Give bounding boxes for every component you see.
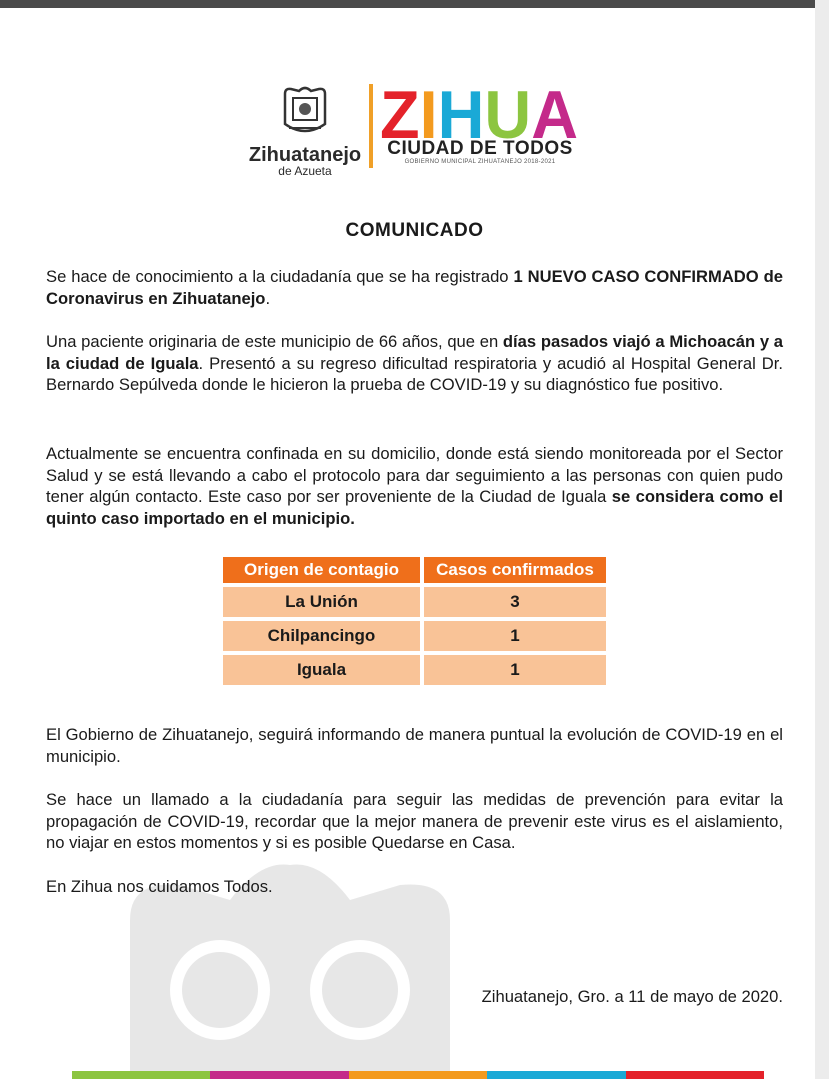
- table-row: [223, 621, 606, 651]
- origin-cell: Iguala: [223, 655, 420, 685]
- column-header: Origen de contagio: [223, 557, 420, 583]
- footer-stripe-segment: [626, 1071, 764, 1079]
- municipality-logo: [240, 84, 370, 177]
- brand-letter: H: [437, 80, 487, 142]
- text-run: .: [265, 288, 271, 308]
- table-row: [223, 587, 606, 617]
- paragraph-5: Se hace un llamado a la ciudadanía para seguir las medidas de prevención para evitar la propagación de COVID-19, recordar que la mejor manera de prevenir este virus es el aislamiento, no viajar en estos momentos y si es posible Quedarse en Casa.: [46, 790, 783, 852]
- right-edge-margin: [815, 0, 829, 1079]
- text-run: Actualmente se encuentra confinada en su domicilio, donde está siendo monitoreada por el Sector Salud y se está llevando a cabo el protocolo para dar seguimiento a las personas con quien pudo tener algún contacto. Este caso por ser proveniente de la Ciudad de Iguala: [46, 444, 783, 506]
- brand-letter: Z: [380, 80, 422, 142]
- closing-line: En Zihua nos cuidamos Todos.: [46, 877, 273, 896]
- cases-table: [219, 553, 610, 689]
- text-run: Una paciente originaria de este municipio de 66 años, que en: [46, 332, 503, 351]
- column-header: Casos confirmados: [424, 557, 606, 583]
- count-cell: 1: [424, 621, 606, 651]
- municipality-name: Zihuatanejo: [248, 144, 362, 166]
- paragraph-1: [46, 266, 783, 309]
- footer-stripe-segment: [487, 1071, 625, 1079]
- brand-tagline: CIUDAD DE TODOS: [387, 138, 573, 159]
- text-run: Se hace de conocimiento a la ciudadanía que se ha registrado: [46, 267, 514, 286]
- origin-cell: La Unión: [223, 587, 420, 617]
- footer-stripe-segment: [72, 1071, 210, 1079]
- date-line: Zihuatanejo, Gro. a 11 de mayo de 2020.: [481, 987, 783, 1006]
- document-title: COMUNICADO: [345, 220, 484, 241]
- footer-color-stripe: [72, 1071, 764, 1079]
- top-edge-bar: [0, 0, 829, 8]
- footer-stripe-segment: [210, 1071, 348, 1079]
- brand-letter: I: [419, 80, 439, 142]
- bold-text-run: se considera como el quinto caso importado en el municipio.: [46, 487, 783, 528]
- bold-text-run: días pasados viajó a Michoacán y a la ciudad de Iguala: [46, 332, 783, 373]
- bold-text-run: 1 NUEVO CASO CONFIRMADO de Coronavirus en Zihuatanejo: [46, 267, 783, 308]
- footer-stripe-segment: [349, 1071, 487, 1079]
- municipality-subtitle: de Azueta: [278, 164, 332, 178]
- brand-government-line: GOBIERNO MUNICIPAL ZIHUATANEJO 2018-2021: [404, 159, 556, 165]
- zihua-wordmark: [380, 80, 580, 142]
- paragraph-3: [46, 443, 783, 529]
- table-header-row: [223, 557, 606, 583]
- logo-divider: [369, 84, 373, 168]
- svg-text:ZIHUA: [380, 80, 578, 142]
- text-run: . Presentó a su regreso dificultad respiratoria y acudió al Hospital General Dr. Bernardo Sepúlveda donde le hicieron la prueba de COVID-19 y su diagnóstico fue positivo.: [46, 353, 783, 394]
- brand-letter: U: [484, 80, 534, 142]
- table-row: [223, 655, 606, 685]
- brand-letter: A: [531, 80, 580, 142]
- municipal-seal-icon: [279, 84, 331, 136]
- paragraph-4: El Gobierno de Zihuatanejo, seguirá informando de manera puntual la evolución de COVID-19 en el municipio.: [46, 725, 783, 766]
- count-cell: 1: [424, 655, 606, 685]
- origin-cell: Chilpancingo: [223, 621, 420, 651]
- count-cell: 3: [424, 587, 606, 617]
- paragraph-2: [46, 331, 783, 396]
